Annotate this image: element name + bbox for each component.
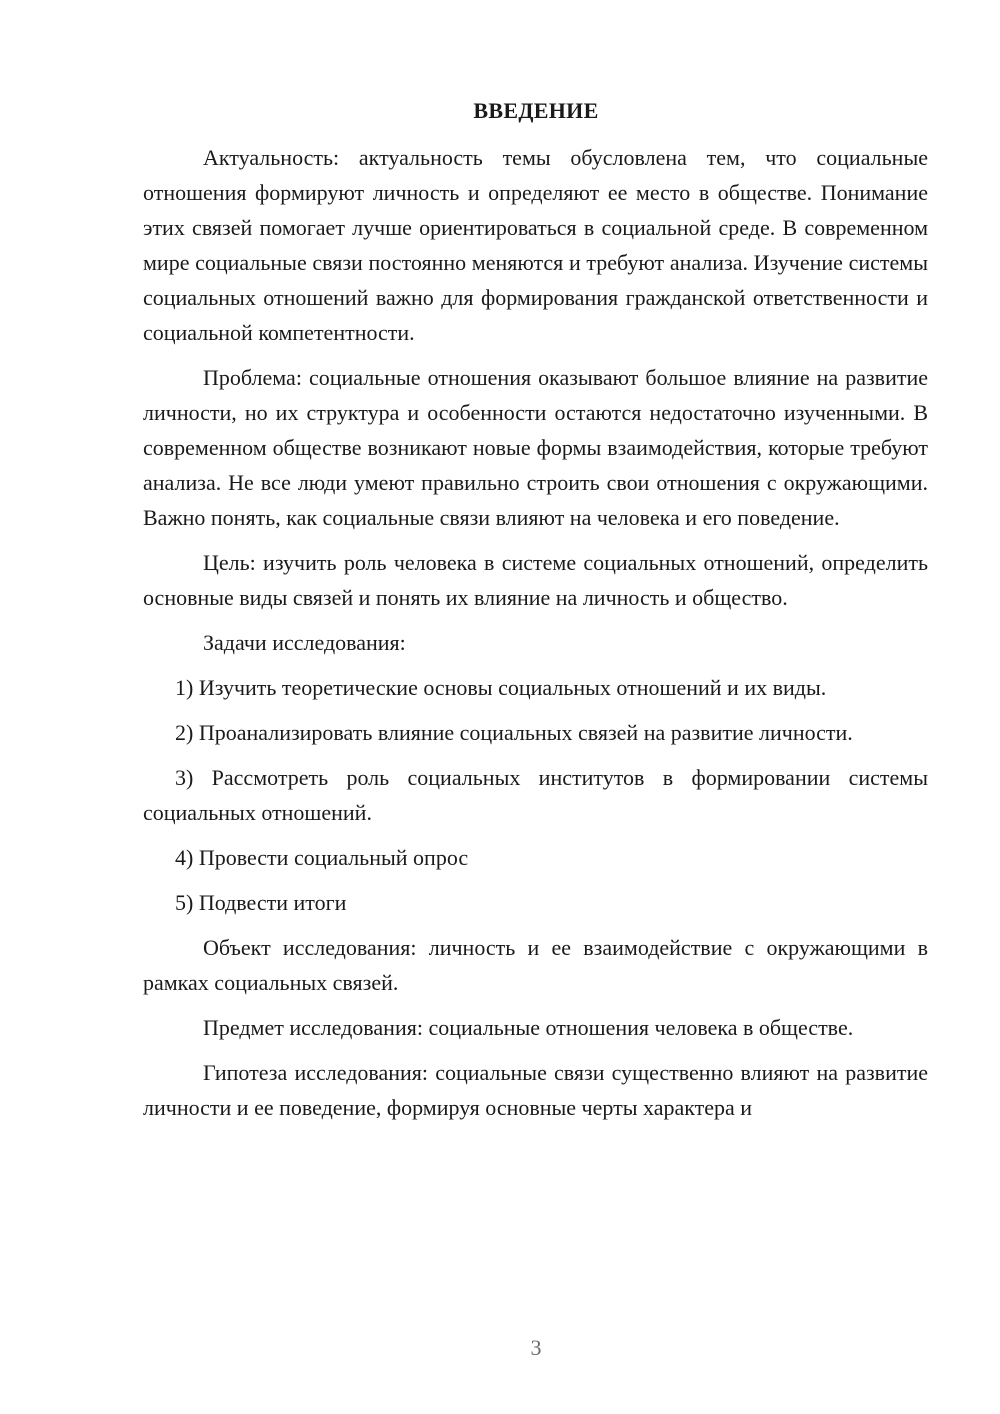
task-item: 5) Подвести итоги (175, 890, 347, 915)
task-item: 2) Проанализировать влияние социальных связей на развитие личности. (175, 720, 853, 745)
document-body (143, 140, 928, 1125)
task-item: 1) Изучить теоретические основы социальных отношений и их виды. (175, 675, 827, 700)
paragraph-relevance: Актуальность: актуальность темы обусловлена тем, что социальные отношения формируют личность и определяют ее место в обществе. Понимание этих связей помогает лучше ориентироваться в социальной среде. В современном мире социальные связи постоянно меняются и требуют анализа. Изучение системы социальных отношений важно для формирования гражданской ответственности и социальной компетентности. (143, 145, 928, 345)
paragraph-problem: Проблема: социальные отношения оказывают большое влияние на развитие личности, но их структура и особенности остаются недостаточно изученными. В современном обществе возникают новые формы взаимодействия, которые требуют анализа. Не все люди умеют правильно строить свои отношения с окружающими. Важно понять, как социальные связи влияют на человека и его поведение. (143, 365, 928, 530)
page-number: 3 (530, 1335, 542, 1360)
paragraph-goal: Цель: изучить роль человека в системе социальных отношений, определить основные виды связей и понять их влияние на личность и общество. (143, 550, 928, 610)
task-item: 3) Рассмотреть роль социальных институтов в формировании системы социальных отношений. (143, 765, 928, 825)
paragraph-object: Объект исследования: личность и ее взаимодействие с окружающими в рамках социальных связей. (143, 935, 928, 995)
paragraph-tasks-heading: Задачи исследования: (203, 630, 406, 655)
paragraph-subject: Предмет исследования: социальные отношения человека в обществе. (203, 1015, 854, 1040)
paragraph-hypothesis: Гипотеза исследования: социальные связи существенно влияют на развитие личности и ее поведение, формируя основные черты характера и (143, 1060, 928, 1120)
page-title: ВВЕДЕНИЕ (473, 98, 599, 123)
task-item: 4) Провести социальный опрос (175, 845, 469, 870)
